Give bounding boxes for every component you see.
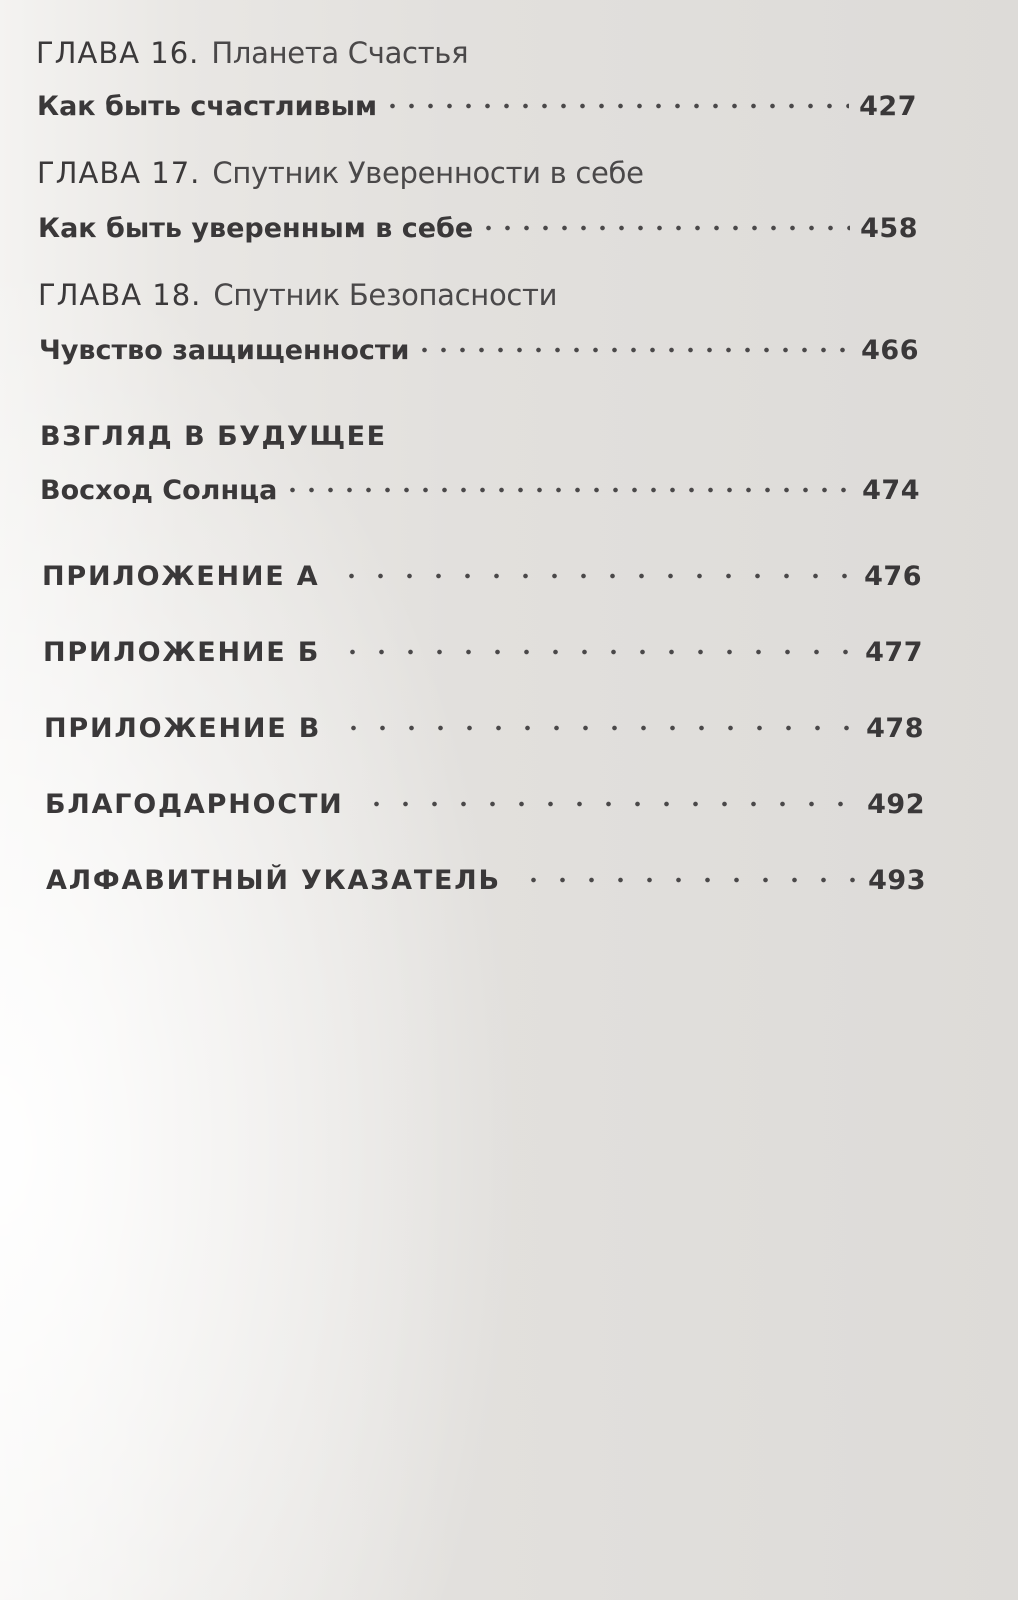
entry-label: БЛАГОДАРНОСТИ	[45, 789, 344, 820]
entry-label: Как быть счастливым	[37, 91, 378, 122]
entry-label: АЛФАВИТНЫЙ УКАЗАТЕЛЬ	[46, 865, 501, 896]
dot-leader	[362, 794, 858, 814]
toc-entry-index[interactable]	[46, 848, 926, 896]
page-number: 458	[860, 213, 918, 244]
page-number: 476	[864, 561, 922, 592]
page-number: 492	[867, 789, 925, 820]
dot-leader	[415, 340, 851, 360]
entry-label: ПРИЛОЖЕНИЕ А	[42, 561, 320, 592]
page-number: 493	[868, 865, 926, 896]
page-number: 466	[861, 335, 919, 366]
dot-leader	[519, 870, 858, 890]
toc-entry-ch16[interactable]	[37, 74, 917, 122]
entry-label: Как быть уверенным в себе	[38, 213, 474, 244]
toc-entry-ch18[interactable]	[39, 318, 919, 366]
chapter-17-prefix: ГЛАВА 17.	[37, 156, 201, 190]
toc-entry-appendix-a[interactable]	[42, 544, 922, 592]
toc-entry-appendix-b[interactable]	[43, 620, 923, 668]
dot-leader	[283, 480, 852, 500]
page-number: 477	[865, 637, 923, 668]
page-number: 474	[862, 475, 920, 506]
dot-leader	[383, 96, 849, 116]
dot-leader	[339, 718, 856, 738]
chapter-16-prefix: ГЛАВА 16.	[36, 36, 200, 70]
chapter-16-title: Планета Счастья	[211, 36, 469, 70]
dot-leader	[479, 218, 850, 238]
future-section-heading: ВЗГЛЯД В БУДУЩЕЕ	[40, 421, 387, 452]
dot-leader	[338, 642, 855, 662]
chapter-17-title: Спутник Уверенности в себе	[212, 156, 644, 190]
chapter-18-title: Спутник Безопасности	[213, 278, 558, 312]
entry-label: ПРИЛОЖЕНИЕ В	[44, 713, 322, 744]
chapter-17-heading	[37, 142, 917, 190]
entry-label: Восход Солнца	[40, 475, 278, 506]
entry-label: ПРИЛОЖЕНИЕ Б	[43, 637, 321, 668]
dot-leader	[337, 566, 854, 586]
chapter-18-prefix: ГЛАВА 18.	[38, 278, 202, 312]
toc-entry-appendix-v[interactable]	[44, 696, 924, 744]
toc-entry-future[interactable]	[40, 458, 920, 506]
toc-entry-acknowledgements[interactable]	[45, 772, 925, 820]
entry-label: Чувство защищенности	[39, 335, 410, 366]
chapter-16-heading	[36, 22, 916, 70]
page-number: 427	[859, 91, 917, 122]
toc-entry-ch17[interactable]	[38, 196, 918, 244]
page-number: 478	[866, 713, 924, 744]
chapter-18-heading	[38, 264, 918, 312]
